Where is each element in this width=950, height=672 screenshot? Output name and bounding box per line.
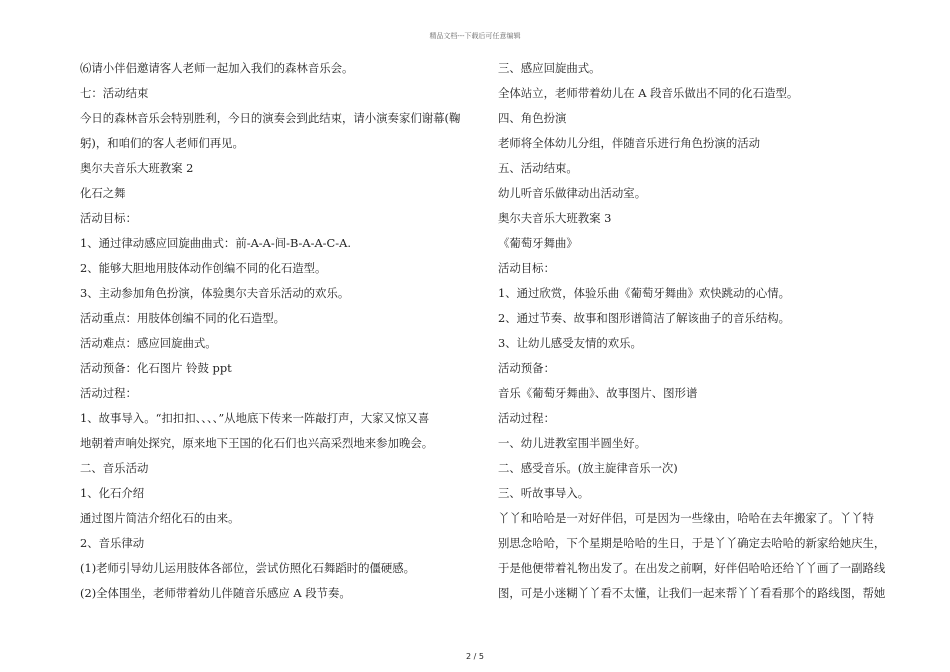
text-line: 别思念哈哈，下个星期是哈哈的生日，于是丫丫确定去哈哈的新家给她庆生， <box>498 536 886 550</box>
text-line: 于是他便带着礼物出发了。在出发之前啊，好伴侣哈哈还给丫丫画了一副路线 <box>498 561 886 575</box>
page-header: 精品文档---下载后可任意编辑 <box>429 32 521 40</box>
text-line: 丫丫和哈哈是一对好伴侣，可是因为一些缘由，哈哈在去年搬家了。丫丫特 <box>498 511 874 525</box>
text-line: 活动目标： <box>80 211 137 225</box>
text-line: 活动难点：感应回旋曲式。 <box>80 336 217 350</box>
left-column <box>80 56 475 606</box>
text-line: 2、通过节奏、故事和图形谱简洁了解该曲子的音乐结构。 <box>498 311 791 325</box>
text-line: 1、化石介绍 <box>80 486 145 500</box>
text-line: 音乐《葡萄牙舞曲》、故事图片、图形谱 <box>498 386 698 400</box>
text-line: 1、通过欣赏，体验乐曲《葡萄牙舞曲》欢快跳动的心情。 <box>498 286 791 300</box>
text-line: 幼儿听音乐做律动出活动室。 <box>498 186 647 200</box>
lesson-subtitle: 《葡萄牙舞曲》 <box>498 236 578 250</box>
text-line: (1)老师引导幼儿运用肢体各部位，尝试仿照化石舞蹈时的僵硬感。 <box>80 561 416 575</box>
text-line: 一、幼儿进教室围半圆坐好。 <box>498 436 647 450</box>
text-line: 1、故事导入。“扣扣扣、、、、”从地底下传来一阵敲打声，大家又惊又喜 <box>80 411 430 425</box>
text-line: 活动目标： <box>498 261 555 275</box>
lesson-title: 奥尔夫音乐大班教案 3 <box>498 211 612 225</box>
text-line: 2、能够大胆地用肢体动作创编不同的化石造型。 <box>80 261 327 275</box>
text-line: 图，可是小迷糊丫丫看不太懂，让我们一起来帮丫丫看看那个的路线图，帮她 <box>498 586 886 600</box>
text-line: 3、主动参加角色扮演，体验奥尔夫音乐活动的欢乐。 <box>80 286 350 300</box>
section-heading: 二、音乐活动 <box>80 461 149 475</box>
section-heading: 五、活动结束。 <box>498 161 578 175</box>
text-line: ⑹请小伴侣邀请客人老师一起加入我们的森林音乐会。 <box>80 61 354 75</box>
text-line: 地朝着声响处探究，原来地下王国的化石们也兴高采烈地来参加晚会。 <box>80 436 434 450</box>
text-line: 通过图片简洁介绍化石的由来。 <box>80 511 240 525</box>
text-line: 活动过程： <box>80 386 137 400</box>
text-line: 老师将全体幼儿分组，伴随音乐进行角色扮演的活动 <box>498 136 760 150</box>
text-line: 全体站立，老师带着幼儿在 A 段音乐做出不同的化石造型。 <box>498 86 799 100</box>
page-number: 2 / 5 <box>466 652 484 661</box>
text-line: 活动预备： <box>498 361 555 375</box>
lesson-subtitle: 化石之舞 <box>80 186 126 200</box>
right-column <box>498 56 893 606</box>
section-heading: 七：活动结束 <box>80 86 149 100</box>
text-line: 3、让幼儿感受友情的欢乐。 <box>498 336 642 350</box>
text-line: (2)全体围坐，老师带着幼儿伴随音乐感应 A 段节奏。 <box>80 586 351 600</box>
section-heading: 四、角色扮演 <box>498 111 567 125</box>
text-line: 三、听故事导入。 <box>498 486 590 500</box>
text-line: 2、音乐律动 <box>80 536 145 550</box>
text-line: 活动重点：用肢体创编不同的化石造型。 <box>80 311 286 325</box>
lesson-title: 奥尔夫音乐大班教案 2 <box>80 161 194 175</box>
text-line: 今日的森林音乐会特别胜利，今日的演奏会到此结束，请小演奏家们谢幕(鞠 <box>80 111 461 125</box>
text-line: 活动预备：化石图片 铃鼓 ppt <box>80 361 232 375</box>
text-line: 二、感受音乐。(放主旋律音乐一次) <box>498 461 678 475</box>
section-heading: 三、感应回旋曲式。 <box>498 61 601 75</box>
text-line: 躬)，和咱们的客人老师们再见。 <box>80 136 244 150</box>
text-line: 1、通过律动感应回旋曲曲式：前-A-A-间-B-A-A-C-A. <box>80 236 351 250</box>
text-line: 活动过程： <box>498 411 555 425</box>
